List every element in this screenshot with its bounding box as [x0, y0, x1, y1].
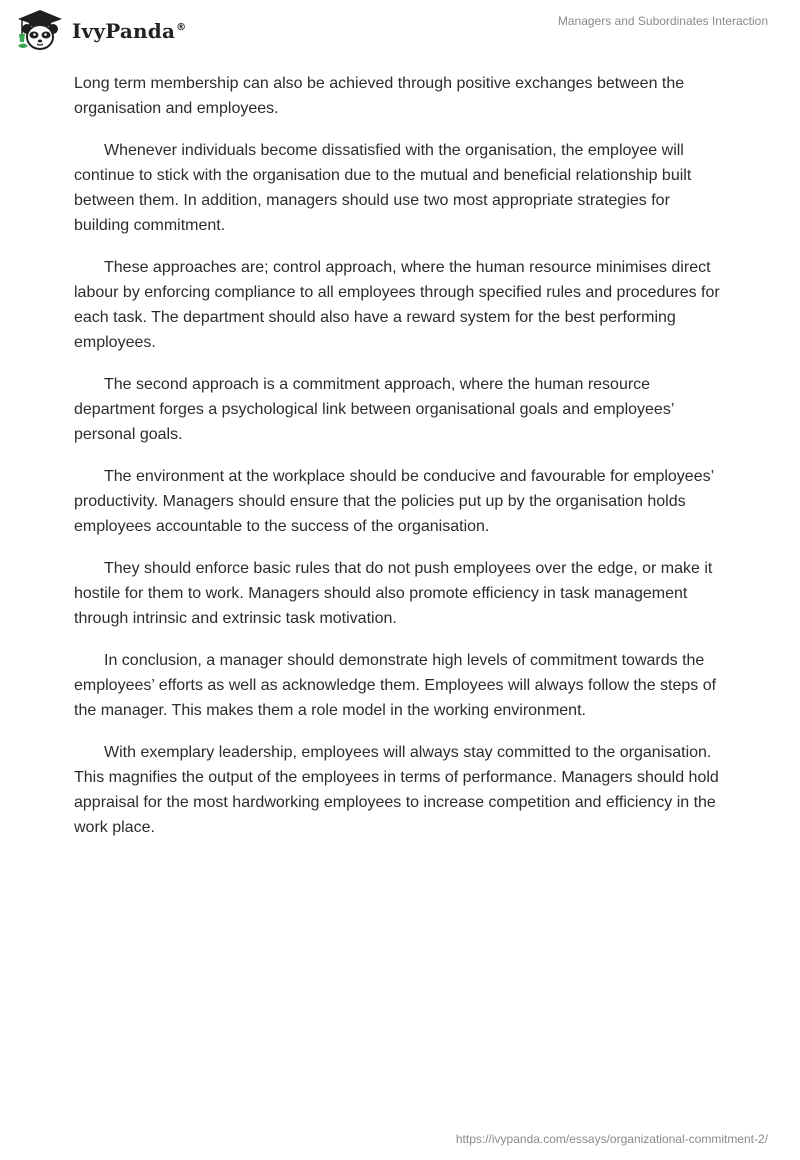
- source-url[interactable]: https://ivypanda.com/essays/organizational-commitment-2/: [455, 1132, 768, 1146]
- logo-text: IvyPanda®: [72, 19, 187, 43]
- ivypanda-logo[interactable]: [14, 8, 186, 52]
- document-title: Managers and Subordinates Interaction: [557, 14, 768, 28]
- essay-body: [74, 71, 724, 857]
- paragraph: With exemplary leadership, employees will always stay committed to the organisation. This magnifies the output of the employees in terms of performance. Managers should hold appraisal for the most hardworking employees to increase competition and efficiency in the work place.: [74, 744, 719, 836]
- page-header: [0, 0, 800, 60]
- paragraph: These approaches are; control approach, where the human resource minimises direct labour by enforcing compliance to all employees through specified rules and procedures for each task. The department should also have a reward system for the best performing employees.: [74, 259, 720, 351]
- paragraph: The environment at the workplace should be conducive and favourable for employees’ productivity. Managers should ensure that the policies put up by the organisation holds employees accountable to the success of the organisation.: [74, 468, 714, 535]
- paragraph: They should enforce basic rules that do not push employees over the edge, or make it hostile for them to work. Managers should also promote efficiency in task management through intrinsic and extrinsic task motivation.: [74, 560, 713, 627]
- paragraph: Long term membership can also be achieved through positive exchanges between the organisation and employees.: [74, 75, 685, 117]
- paragraph: In conclusion, a manager should demonstrate high levels of commitment towards the employees’ efforts as well as acknowledge them. Employees will always follow the steps of the manager. This makes them a role model in the working environment.: [74, 652, 717, 719]
- paragraph: Whenever individuals become dissatisfied with the organisation, the employee will continue to stick with the organisation due to the mutual and beneficial relationship built between them. In addition, managers should use two most appropriate strategies for building commitment.: [74, 142, 692, 234]
- paragraph: The second approach is a commitment approach, where the human resource department forges a psychological link between organisational goals and employees’ personal goals.: [74, 376, 674, 443]
- panda-graduate-icon: [14, 8, 66, 52]
